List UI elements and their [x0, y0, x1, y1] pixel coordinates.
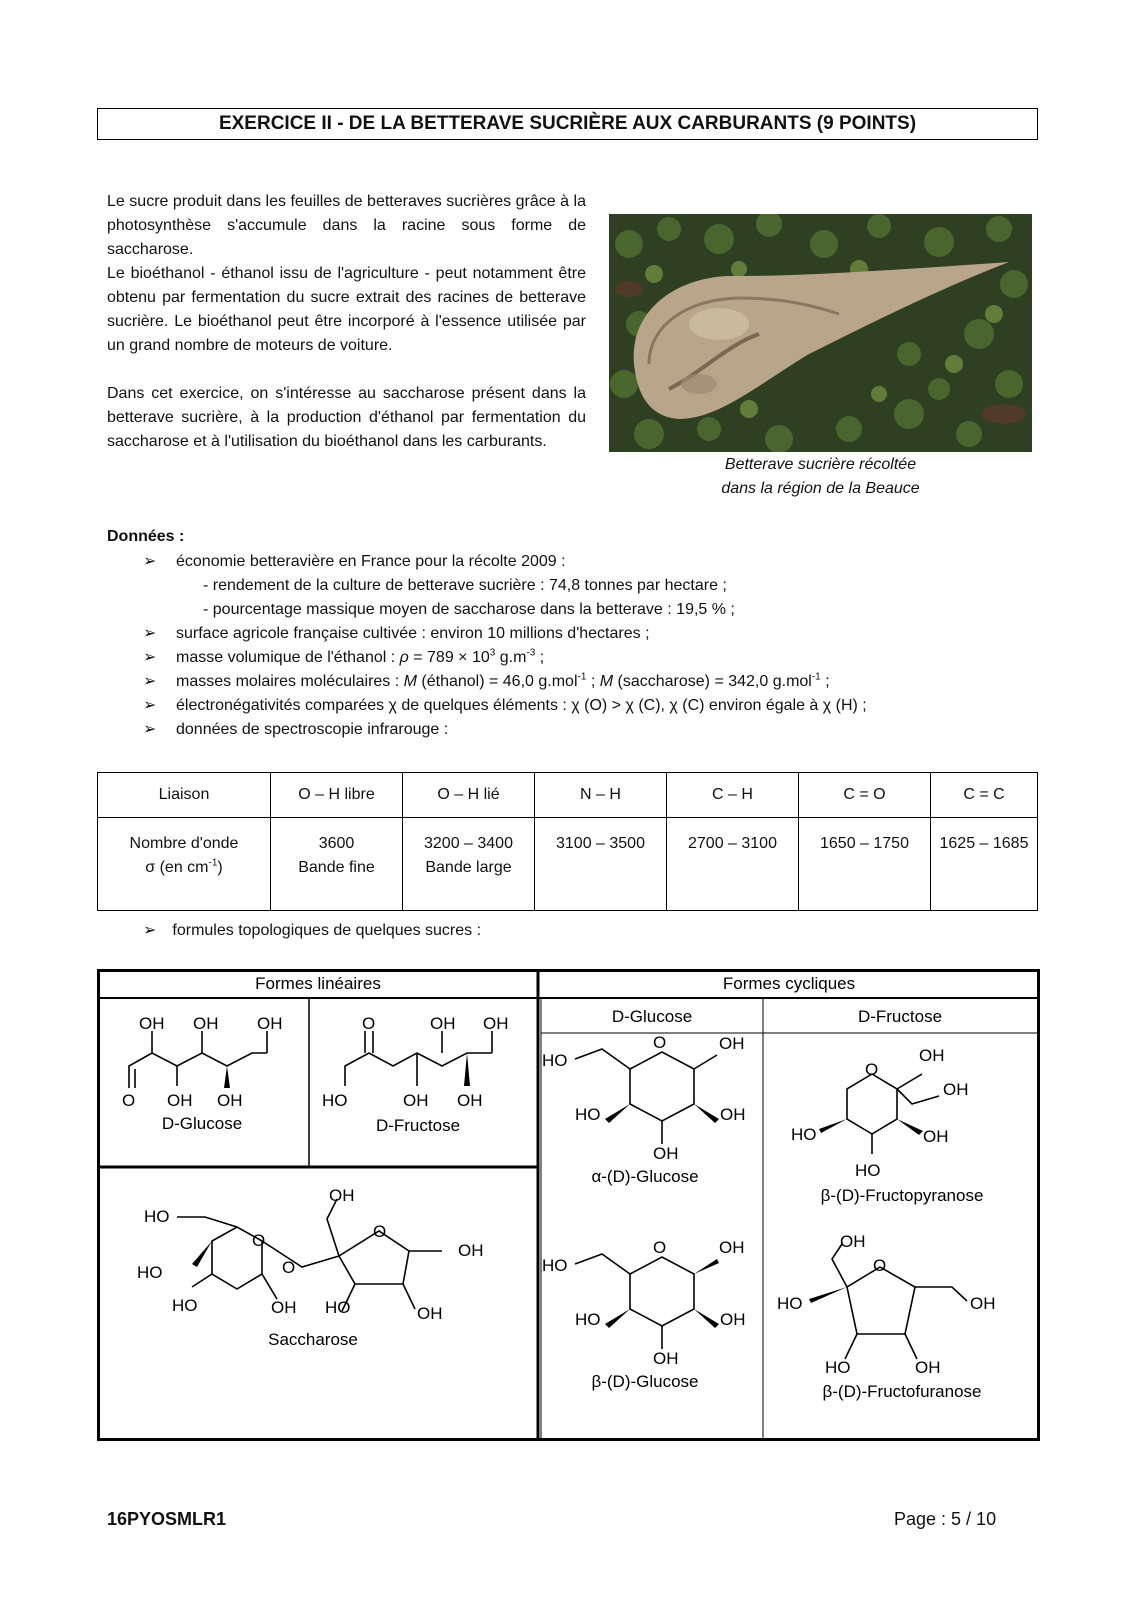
oh-label: OH [653, 1349, 679, 1368]
oh-label: OH [720, 1105, 746, 1124]
o-label: O [653, 1238, 667, 1257]
arrow-icon: ➢ [143, 625, 157, 642]
beta-fructopyranose-structure [791, 1046, 983, 1205]
ir-wavenumber: 1650 – 1750 [820, 835, 909, 852]
ir-spectroscopy-table [97, 772, 1038, 911]
ho-label: HO [575, 1105, 601, 1124]
bullet-molar-mass [143, 670, 867, 694]
o-label: O [653, 1033, 667, 1052]
oh-label: OH [919, 1046, 945, 1065]
ir-wavenumber: 3200 – 3400 [424, 835, 513, 852]
linear-glucose-structure [122, 1014, 283, 1133]
beta-fructofuranose-structure [777, 1232, 996, 1401]
o-label: O [252, 1231, 266, 1250]
oh-label: OH [483, 1014, 509, 1033]
oh-label: OH [653, 1144, 679, 1163]
ir-wavenumber: 1625 – 1685 [939, 835, 1029, 852]
bullet-text: (saccharose) = 342,0 g.mol [613, 673, 812, 690]
oh-label: OH [457, 1091, 483, 1110]
ir-value-cell [667, 818, 799, 911]
ho-label: HO [575, 1310, 601, 1329]
ir-value-cell [403, 818, 535, 911]
cyclic-forms-header: Formes cycliques [722, 974, 856, 993]
beta-glucose-label: β-(D)-Glucose [591, 1372, 699, 1391]
exponent: 3 [489, 647, 496, 659]
arrow-icon: ➢ [143, 697, 157, 714]
ho-label: HO [542, 1256, 568, 1275]
bullet-text: économie betteravière en France pour la récolte 2009 : [176, 553, 566, 570]
sugar-structures-figure [97, 969, 1040, 1441]
ho-label: HO [777, 1294, 803, 1313]
ho-label: HO [144, 1207, 170, 1226]
ir-value-cell [271, 818, 403, 911]
alpha-glucose-label: α-(D)-Glucose [591, 1167, 699, 1186]
ir-band-note: Bande large [425, 859, 512, 876]
ir-bond-cell: C – H [667, 773, 799, 818]
ir-bond-cell: C = O [799, 773, 931, 818]
oh-label: OH [719, 1238, 745, 1257]
oh-label: OH [943, 1080, 969, 1099]
bullet-text: masse volumique de l'éthanol : [176, 649, 400, 666]
ir-header-row [98, 773, 1038, 818]
o-label: O [362, 1014, 376, 1033]
ir-wavenumber: 2700 – 3100 [688, 835, 777, 852]
oh-label: OH [193, 1014, 219, 1033]
ir-header-label: Liaison [98, 773, 271, 818]
exercise-title: EXERCICE II - DE LA BETTERAVE SUCRIÈRE AUX CARBURANTS (9 POINTS) [97, 108, 1038, 140]
saccharose-structure [137, 1186, 484, 1349]
bullet-text: ; [820, 673, 830, 690]
ir-bond-cell: C = C [931, 773, 1038, 818]
bullet-topological [143, 920, 481, 940]
beta-fructopyranose-label: β-(D)-Fructopyranose [820, 1186, 984, 1205]
oh-label: OH [720, 1310, 746, 1329]
sigma-label: σ (en cm [145, 859, 209, 876]
ir-value-label [98, 818, 271, 911]
oh-label: OH [458, 1241, 484, 1260]
ho-label: HO [137, 1263, 163, 1282]
oh-label: OH [403, 1091, 429, 1110]
o-label: O [122, 1091, 136, 1110]
linear-glucose-label: D-Glucose [161, 1114, 243, 1133]
oh-label: OH [430, 1014, 456, 1033]
cyclic-fructose-header: D-Fructose [857, 1007, 943, 1026]
molar-mass-symbol: M [403, 673, 417, 690]
bullet-electronegativity [143, 694, 867, 718]
photo-caption [609, 453, 1032, 501]
ho-label: HO [855, 1161, 881, 1180]
intro-text [107, 190, 586, 454]
sigma-label-close: ) [217, 859, 223, 876]
oh-label: OH [271, 1298, 297, 1317]
sugar-beet-photo [609, 214, 1032, 452]
cyclic-glucose-header: D-Glucose [611, 1007, 693, 1026]
bullet-text: formules topologiques de quelques sucres : [172, 922, 482, 939]
bullet-text: = 789 × 10 [408, 649, 490, 666]
bullet-text: g.m [495, 649, 527, 666]
oh-label: OH [217, 1091, 243, 1110]
arrow-icon: ➢ [143, 673, 157, 690]
figure-frame [99, 971, 1039, 1440]
arrow-icon: ➢ [143, 553, 157, 570]
ir-bond-cell: O – H libre [271, 773, 403, 818]
photo-caption-line2: dans la région de la Beauce [721, 480, 920, 497]
oh-label: OH [329, 1186, 355, 1205]
exponent: -1 [208, 857, 218, 869]
bullet-text: données de spectroscopie infrarouge : [176, 721, 449, 738]
ir-value-label-line2 [100, 856, 268, 880]
ir-wavenumber: 3600 [318, 835, 355, 852]
bullet-sub-percentage: - pourcentage massique moyen de saccharose dans la betterave : 19,5 % ; [203, 601, 735, 618]
intro-paragraph-2: Le bioéthanol - éthanol issu de l'agriculture - peut notamment être obtenu par fermentation du sucre extrait des racines de betterave sucrière. Le bioéthanol peut être incorporé à l'essence utilisée par un grand nombre de moteurs de voiture. [107, 265, 586, 354]
bullet-text: (éthanol) = 46,0 g.mol [416, 673, 578, 690]
ho-label: HO [325, 1298, 351, 1317]
ir-value-label-line1: Nombre d'onde [129, 835, 239, 852]
intro-paragraph-3: Dans cet exercice, on s'intéresse au saccharose présent dans la betterave sucrière, à la production d'éthanol par fermentation du saccharose et à l'utilisation du bioéthanol dans les carburants. [107, 385, 586, 450]
linear-fructose-label: D-Fructose [375, 1116, 461, 1135]
exponent: -1 [811, 671, 821, 683]
data-bullet-list [143, 550, 867, 742]
ir-band-note: Bande fine [298, 859, 375, 876]
page-number: Page : 5 / 10 [894, 1509, 997, 1529]
bullet-density [143, 646, 867, 670]
oh-label: OH [257, 1014, 283, 1033]
bullet-text: masses molaires moléculaires : [176, 673, 404, 690]
o-label: O [282, 1258, 296, 1277]
molar-mass-symbol: M [599, 673, 614, 690]
beta-fructofuranose-label: β-(D)-Fructofuranose [822, 1382, 982, 1401]
oh-label: OH [970, 1294, 996, 1313]
linear-fructose-structure [322, 1014, 509, 1135]
bullet-text: électronégativités comparées χ de quelques éléments : χ (O) > χ (C), χ (C) environ égale à χ (H) ; [176, 697, 867, 714]
oh-label: OH [840, 1232, 866, 1251]
ir-wavenumber: 3100 – 3500 [556, 835, 645, 852]
ir-value-cell [799, 818, 931, 911]
intro-paragraph-1: Le sucre produit dans les feuilles de betteraves sucrières grâce à la photosynthèse s'accumule dans la racine sous forme de saccharose. [107, 193, 586, 258]
ho-label: HO [172, 1296, 198, 1315]
ho-label: HO [322, 1091, 348, 1110]
document-code: 16PYOSMLR1 [107, 1509, 227, 1529]
ir-value-cell [931, 818, 1038, 911]
arrow-icon: ➢ [143, 649, 157, 666]
photo-caption-line1: Betterave sucrière récoltée [724, 456, 917, 473]
bullet-harvest [143, 550, 867, 574]
arrow-icon: ➢ [143, 721, 157, 738]
exponent: -3 [526, 647, 536, 659]
ho-label: HO [542, 1051, 568, 1070]
ir-value-cell [535, 818, 667, 911]
bullet-text: surface agricole française cultivée : environ 10 millions d'hectares ; [176, 625, 650, 642]
o-label: O [865, 1060, 879, 1079]
alpha-glucose-structure [542, 1033, 746, 1186]
ho-label: HO [791, 1125, 817, 1144]
oh-label: OH [719, 1034, 745, 1053]
ir-value-row [98, 818, 1038, 911]
donnees-label: Données : [107, 528, 185, 545]
o-label: O [373, 1222, 387, 1241]
linear-forms-header: Formes linéaires [255, 974, 381, 993]
bullet-surface [143, 622, 867, 646]
bullet-text: ; [586, 673, 600, 690]
arrow-icon: ➢ [143, 922, 157, 939]
bullet-ir-data [143, 718, 867, 742]
ho-label: HO [825, 1358, 851, 1377]
ir-bond-cell: N – H [535, 773, 667, 818]
beta-glucose-structure [542, 1238, 746, 1391]
oh-label: OH [923, 1127, 949, 1146]
o-label: O [873, 1256, 887, 1275]
bullet-text: ; [535, 649, 545, 666]
oh-label: OH [139, 1014, 165, 1033]
saccharose-label: Saccharose [268, 1330, 358, 1349]
oh-label: OH [167, 1091, 193, 1110]
bullet-sub-yield: - rendement de la culture de betterave sucrière : 74,8 tonnes par hectare ; [203, 577, 727, 594]
exponent: -1 [577, 671, 587, 683]
rho-symbol: ρ [399, 649, 409, 666]
oh-label: OH [915, 1358, 941, 1377]
ir-bond-cell: O – H lié [403, 773, 535, 818]
oh-label: OH [417, 1304, 443, 1323]
